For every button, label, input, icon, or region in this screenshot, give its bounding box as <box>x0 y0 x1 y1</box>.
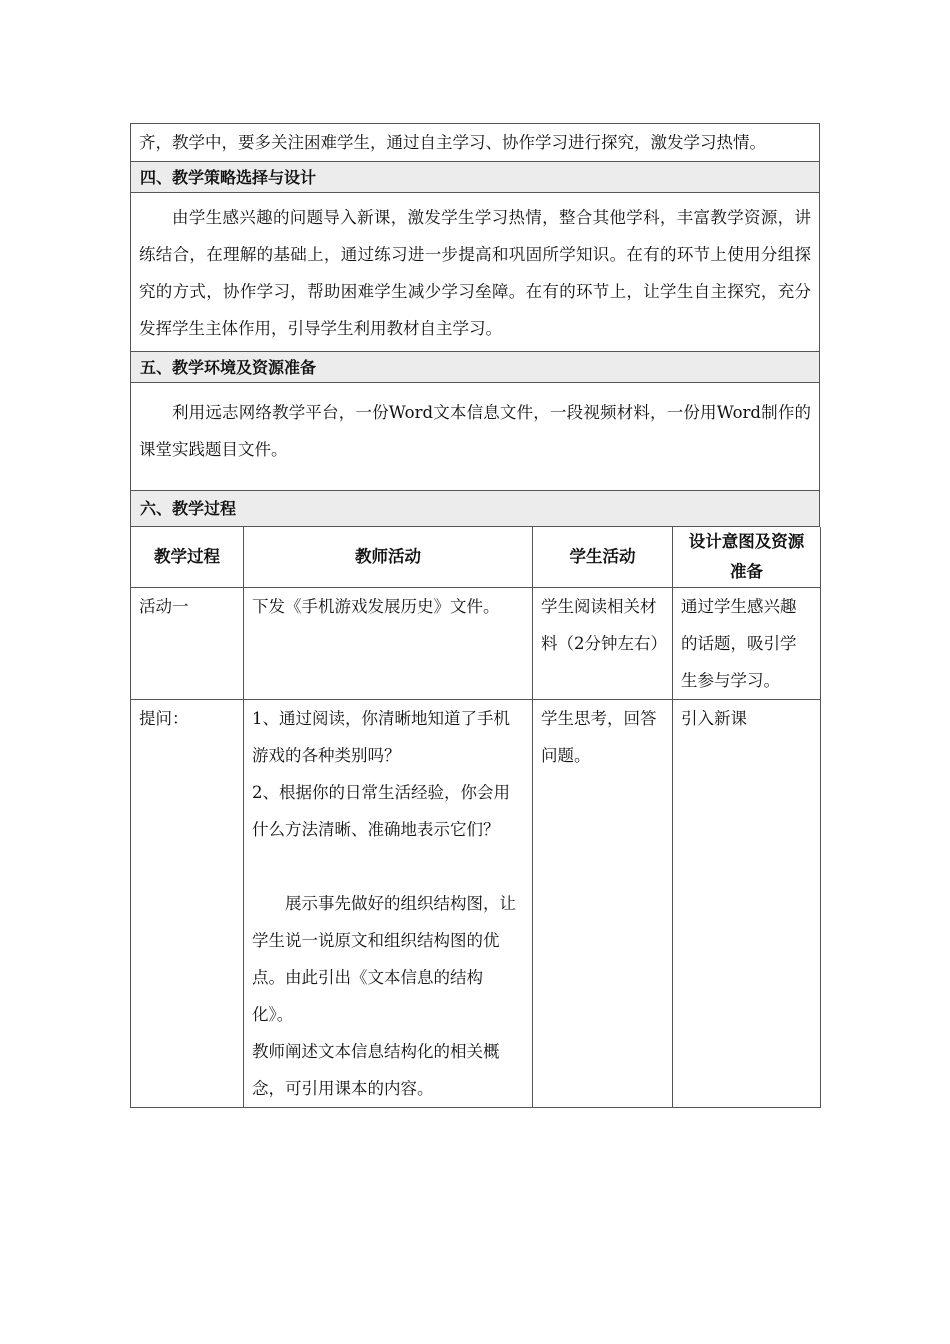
table-row <box>131 588 821 700</box>
design-intent-cell: 引入新课 <box>673 700 821 1108</box>
teacher-activity-cell <box>244 588 533 700</box>
process-heading: 六、教学过程 <box>130 491 820 527</box>
teacher-paragraph: 1、通过阅读，你清晰地知道了手机游戏的各种类别吗？ <box>252 709 510 765</box>
process-table-header <box>131 527 821 588</box>
strategy-body: 由学生感兴趣的问题导入新课，激发学生学习热情，整合其他学科，丰富教学资源，讲练结合，在理解的基础上，通过练习进一步提高和巩固所学知识。在有的环节上使用分组探究的方式，协作学习，帮助困难学生减少学习垒障。在有的环节上，让学生自主探究，充分发挥学生主体作用，引导学生利用教材自主学习。 <box>130 193 820 352</box>
teacher-paragraph: 下发《手机游戏发展历史》文件。 <box>252 597 500 616</box>
lesson-plan-page <box>130 123 820 1108</box>
teacher-activity-cell <box>244 700 533 1108</box>
column-header: 学生活动 <box>533 527 673 588</box>
environment-body: 利用远志网络教学平台，一份Word文本信息文件，一段视频材料，一份用Word制作的课堂实践题目文件。 <box>130 383 820 491</box>
column-header: 教学过程 <box>131 527 244 588</box>
column-header: 设计意图及资源准备 <box>673 527 821 588</box>
student-activity-cell: 学生思考，回答问题。 <box>533 700 673 1108</box>
design-intent-cell: 通过学生感兴趣的话题，吸引学生参与学习。 <box>673 588 821 700</box>
column-header: 教师活动 <box>244 527 533 588</box>
intro-continuation: 齐，教学中，要多关注困难学生，通过自主学习、协作学习进行探究，激发学习热情。 <box>130 123 820 162</box>
environment-heading: 五、教学环境及资源准备 <box>130 352 820 383</box>
teacher-paragraph: 展示事先做好的组织结构图，让学生说一说原文和组织结构图的优点。由此引出《文本信息的结构化》。 <box>252 894 516 1024</box>
table-row <box>131 700 821 1108</box>
process-table <box>130 527 821 1108</box>
stage-cell: 活动一 <box>131 588 244 700</box>
teacher-paragraph: 2、根据你的日常生活经验，你会用什么方法清晰、准确地表示它们？ <box>252 783 510 839</box>
teacher-paragraph: 教师阐述文本信息结构化的相关概念，可引用课本的内容。 <box>252 1042 500 1098</box>
student-activity-cell: 学生阅读相关材料（2分钟左右） <box>533 588 673 700</box>
blank-line <box>252 848 524 885</box>
stage-cell: 提问： <box>131 700 244 1108</box>
strategy-heading: 四、教学策略选择与设计 <box>130 162 820 193</box>
